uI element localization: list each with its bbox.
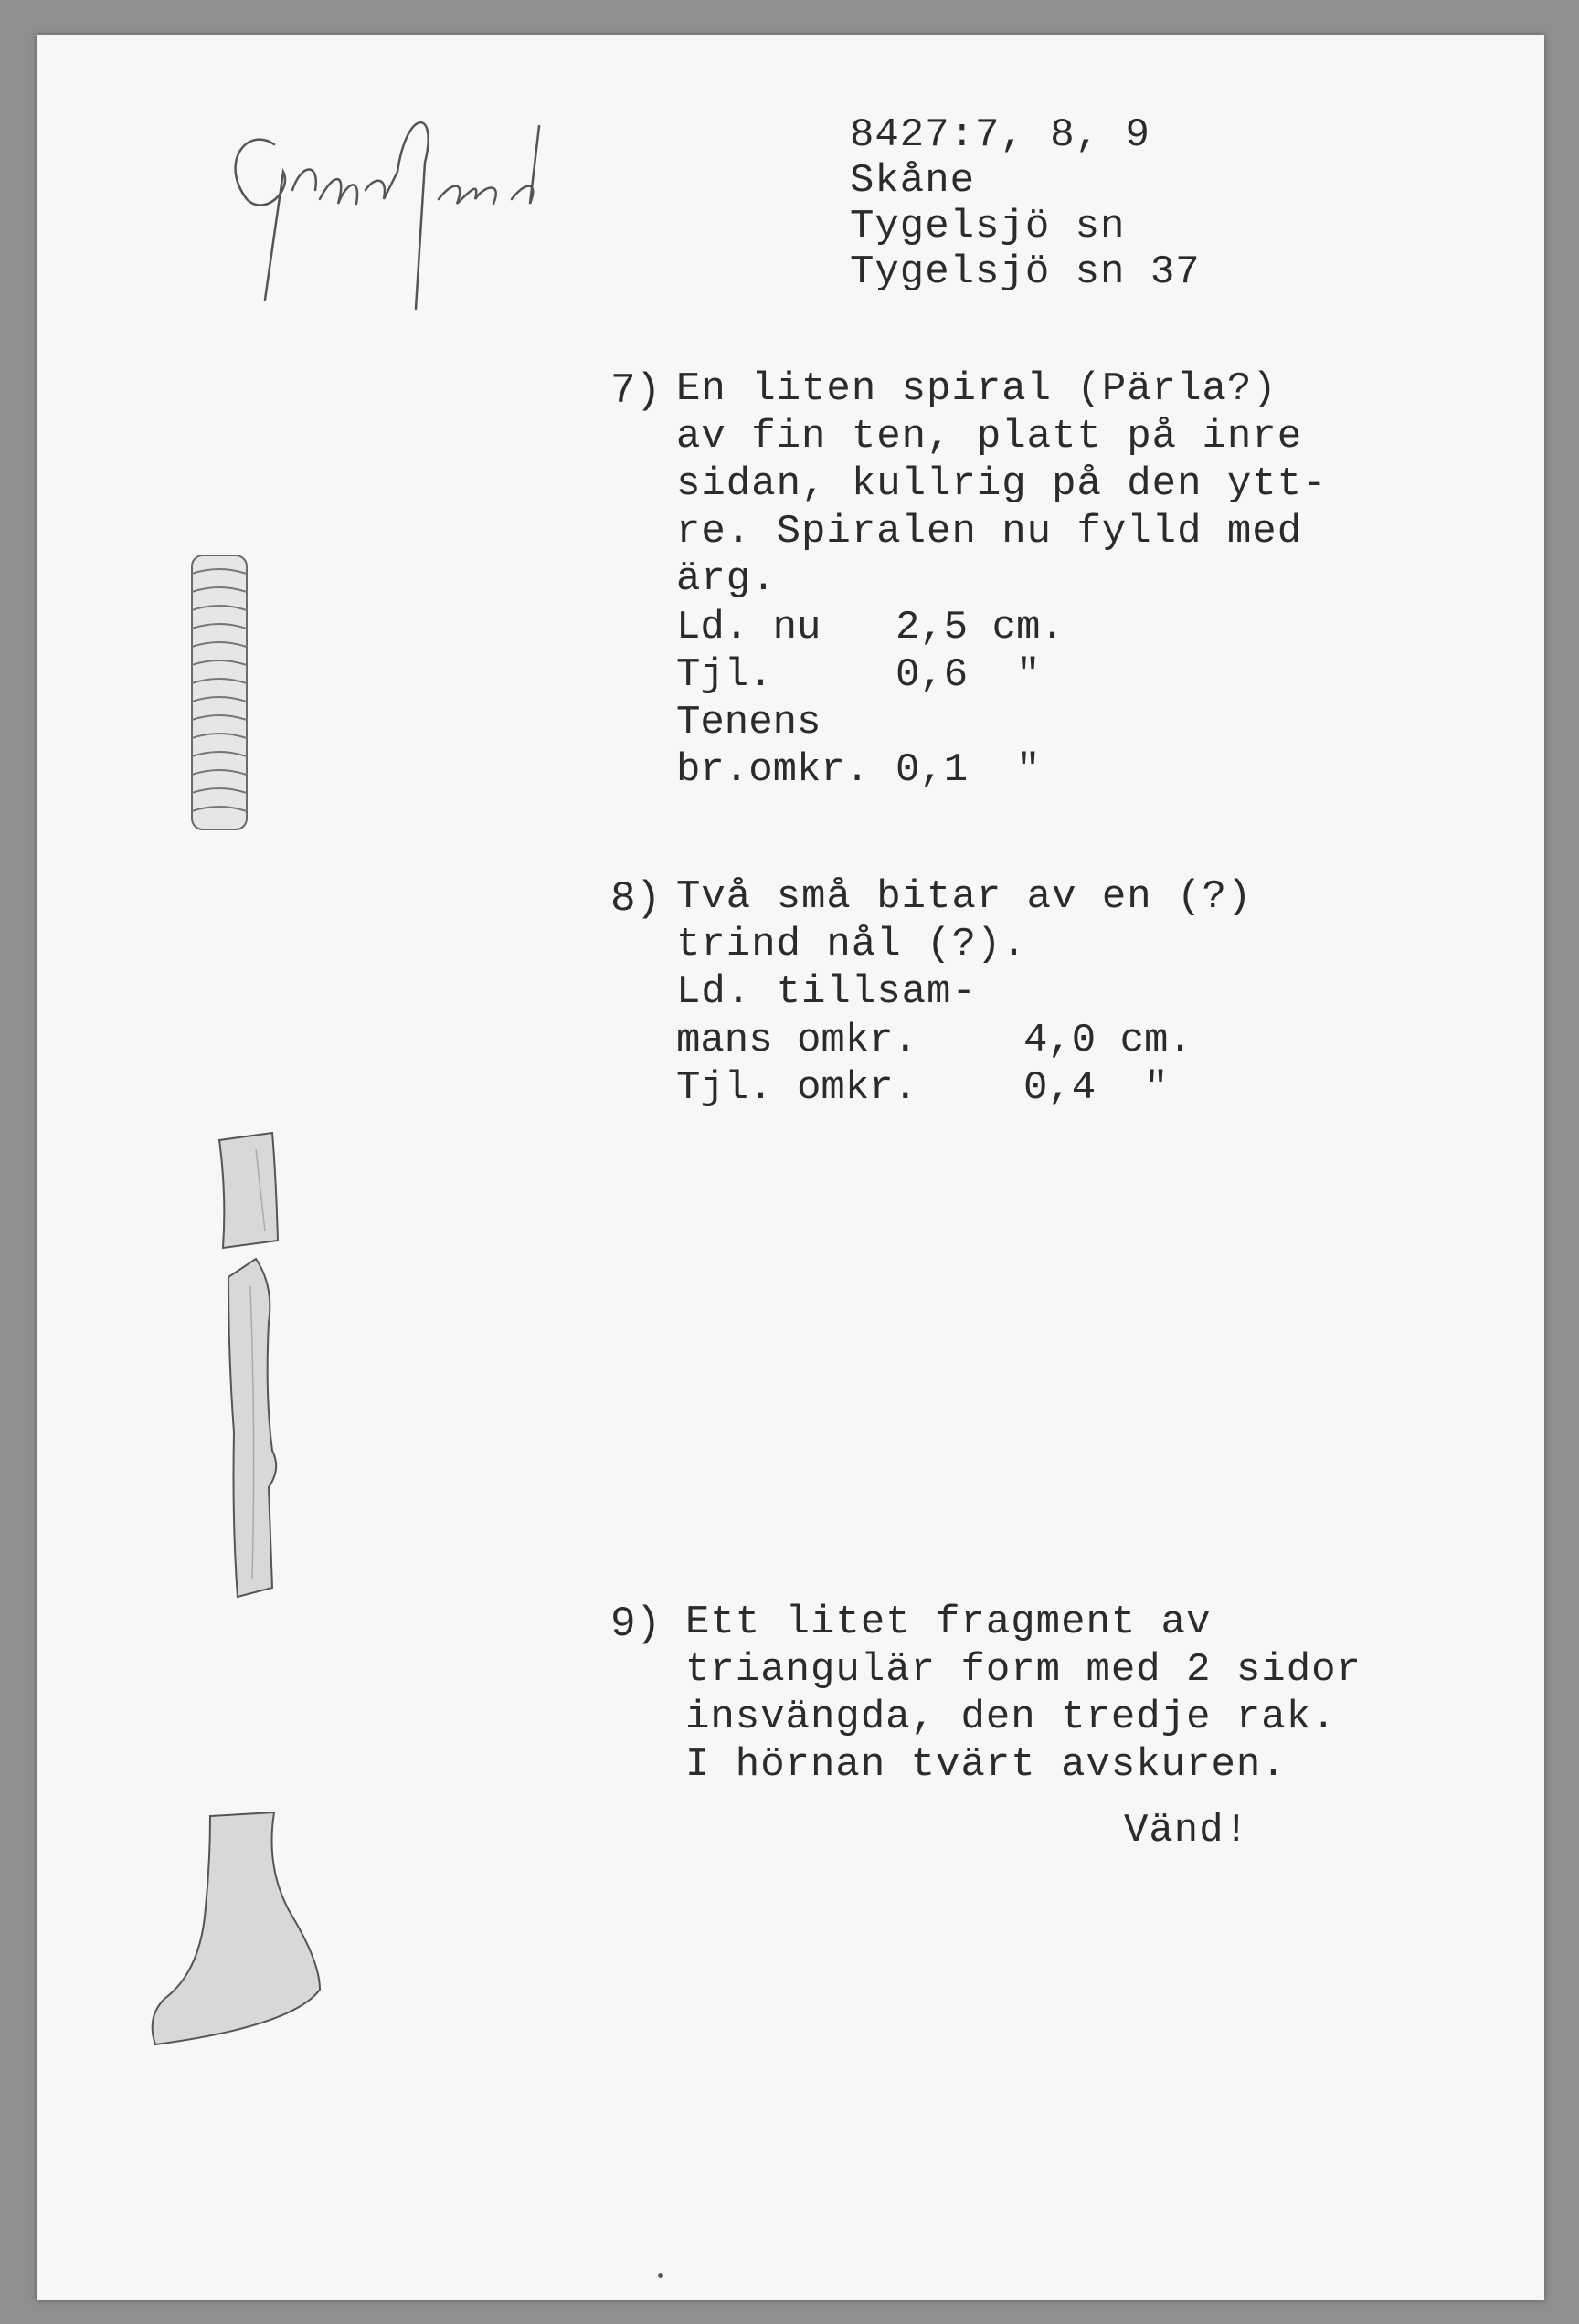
pin-fragment-long-drawing [210,1250,311,1615]
item-7-measure-label-2: Tjl. [676,652,773,698]
item-7-line-4: re. Spiralen nu fylld med [676,509,1303,555]
margin-dot [658,2273,663,2278]
item-7-measure-label-4: br.omkr. [676,747,870,793]
parish-alt: Tygelsjö sn 37 [850,249,1201,295]
item-7-measure-label-1: Ld. nu [676,605,821,650]
item-9-line-1: Ett litet fragment av [685,1600,1212,1645]
item-7-measure-value-1: 2,5 cm. [895,605,1065,650]
item-8-line-2: trind nål (?). [676,922,1027,967]
spiral-bead-drawing [183,546,265,839]
item-8-line-3: Ld. tillsam- [676,969,977,1015]
item-9-line-3: insvängda, den tredje rak. [685,1695,1337,1740]
parish: Tygelsjö sn [850,204,1126,249]
pin-fragment-small-drawing [210,1122,302,1268]
item-9-line-4: I hörnan tvärt avskuren. [685,1742,1287,1788]
item-7-line-2: av fin ten, platt på inre [676,414,1303,460]
item-7-measure-value-4: 0,1 " [895,747,1041,793]
item-8-line-1: Två små bitar av en (?) [676,874,1253,920]
turn-note: Vänd! [1124,1808,1250,1854]
item-7-line-3: sidan, kullrig på den ytt- [676,461,1328,507]
item-8-measure-label-2: Tjl. omkr. [676,1065,918,1111]
item-7-number: 7) [610,367,662,415]
catalog-number: 8427:7, 8, 9 [850,112,1150,158]
item-8-measure-value-2: 0,4 " [1023,1065,1169,1111]
item-7-measure-value-2: 0,6 " [895,652,1041,698]
triangular-fragment-drawing [137,1807,356,2081]
item-9-number: 9) [610,1600,662,1648]
item-7-line-1: En liten spiral (Pärla?) [676,366,1277,412]
item-8-number: 8) [610,875,662,923]
province: Skåne [850,158,976,204]
item-9-line-2: triangulär form med 2 sidor [685,1647,1362,1693]
item-7-line-5: ärg. [676,556,777,602]
item-8-measure-label-1: mans omkr. [676,1018,918,1063]
item-7-measure-label-3: Tenens [676,700,821,745]
archive-card [37,35,1544,2300]
item-8-measure-value-1: 4,0 cm. [1023,1018,1192,1063]
handwritten-title [210,90,722,313]
